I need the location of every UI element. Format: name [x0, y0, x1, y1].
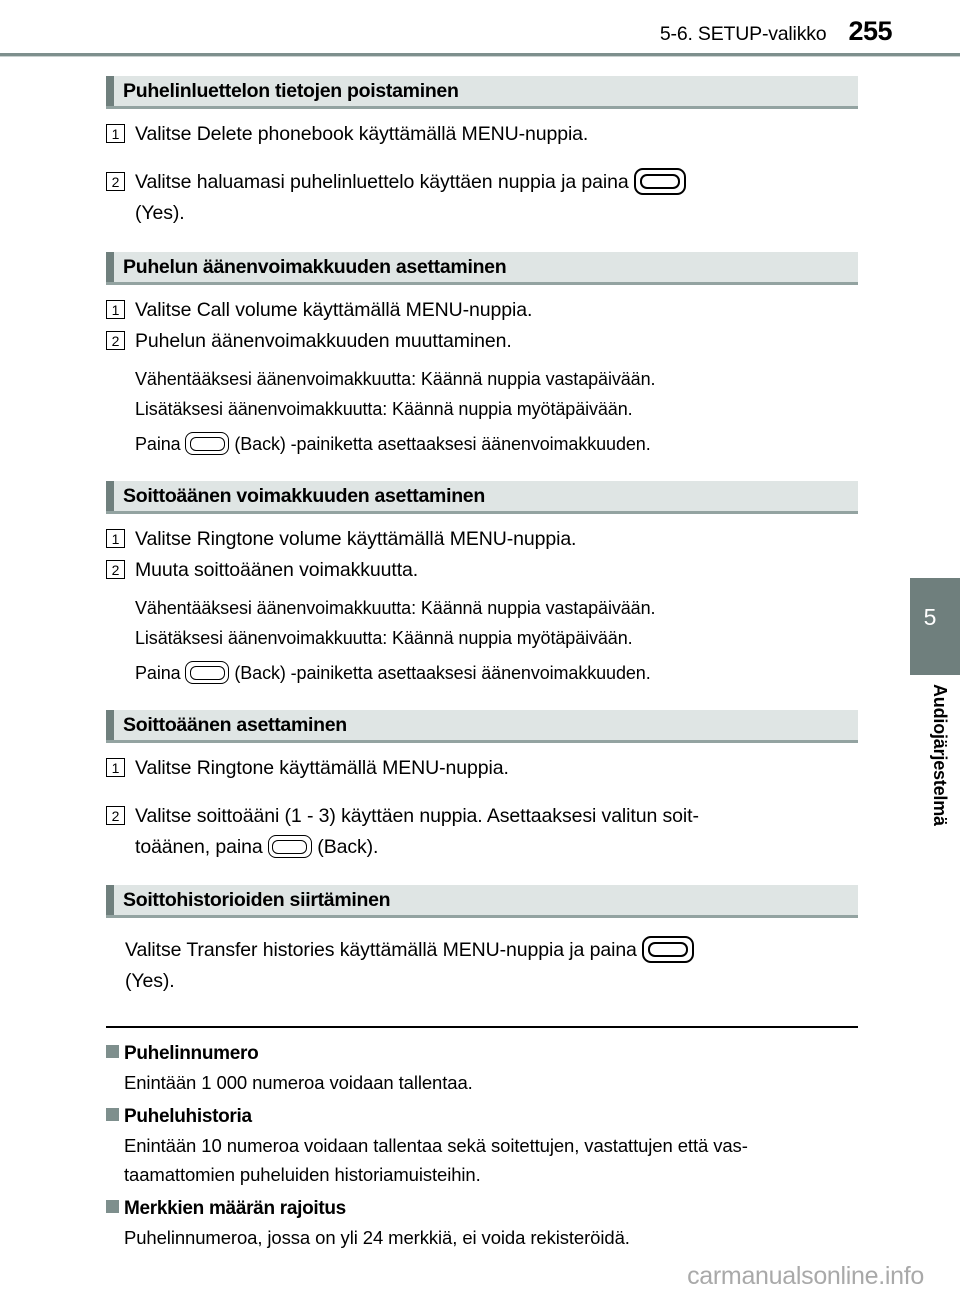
note-body: Puhelinnumeroa, jossa on yli 24 merkkiä, ei voida rekisteröidä. [124, 1227, 630, 1248]
step-item [106, 753, 858, 784]
step-number: 1 [106, 124, 125, 143]
detail-press-suffix: (Back) -painiketta asettaaksesi äänenvoimakkuuden. [234, 434, 651, 454]
rounded-button-icon [185, 432, 229, 455]
section-edge-marker [106, 76, 114, 106]
section-ringtone-volume [106, 481, 858, 688]
section-edge-marker [106, 885, 114, 915]
detail-press-prefix: Paina [135, 434, 181, 454]
step-text: Valitse Ringtone käyttämällä MENU-nuppia. [135, 757, 509, 779]
step-number: 1 [106, 300, 125, 319]
note-heading-label: Puheluhistoria [124, 1106, 252, 1127]
rounded-button-icon [642, 936, 694, 963]
section-transfer-histories [106, 885, 858, 997]
square-bullet-icon [106, 1108, 119, 1121]
section-ringtone [106, 710, 858, 863]
step-number: 1 [106, 758, 125, 777]
note-body [124, 1131, 858, 1189]
rounded-button-icon [634, 168, 686, 195]
step-text [135, 801, 858, 863]
section-title: Puhelinluettelon tietojen poistaminen [123, 79, 459, 102]
step-item [106, 801, 858, 863]
section-body-line-b: (Yes). [125, 970, 175, 992]
detail-press [135, 429, 858, 459]
section-edge-marker [106, 481, 114, 511]
note-heading-label: Merkkien määrän rajoitus [124, 1198, 346, 1219]
detail-press-suffix: (Back) -painiketta asettaaksesi äänenvoimakkuuden. [234, 663, 651, 683]
section-bar-shadow [106, 511, 858, 514]
header-section-label: 5-6. SETUP-valikko [659, 23, 827, 45]
step-number: 2 [106, 331, 125, 350]
detail-press [135, 658, 858, 688]
note-body: Enintään 1 000 numeroa voidaan tallentaa. [124, 1072, 473, 1093]
chapter-tab [910, 578, 960, 675]
detail-increase: Lisätäksesi äänenvoimakkuutta: Käännä nuppia myötäpäivään. [135, 628, 633, 648]
section-title: Soittoäänen voimakkuuden asettaminen [123, 484, 485, 507]
step-text [135, 167, 858, 229]
step-text-line-a: Valitse soittoääni (1 - 3) käyttäen nuppia. Asettaaksesi valitun soit- [135, 805, 699, 827]
note-heading [106, 1103, 858, 1131]
section-edge-marker [106, 710, 114, 740]
square-bullet-icon [106, 1045, 119, 1058]
notes-list [106, 1040, 858, 1252]
step-item [106, 326, 858, 357]
section-bar-shadow [106, 740, 858, 743]
step-text: Valitse Delete phonebook käyttämällä MENU-nuppia. [135, 123, 589, 145]
detail-decrease: Vähentääksesi äänenvoimakkuutta: Käännä nuppia vastapäivään. [135, 369, 656, 389]
note-heading [106, 1040, 858, 1068]
step-number: 2 [106, 560, 125, 579]
section-title: Soittoäänen asettaminen [123, 713, 347, 736]
step-text: Valitse Ringtone volume käyttämällä MENU-nuppia. [135, 528, 577, 550]
note-heading-label: Puhelinnumero [124, 1043, 259, 1064]
square-bullet-icon [106, 1200, 119, 1213]
section-header-bar [106, 710, 858, 740]
step-text-suffix: (Back). [317, 836, 379, 858]
section-call-volume [106, 252, 858, 459]
section-header-bar [106, 252, 858, 282]
section-delete-phonebook [106, 76, 858, 229]
step-item [106, 524, 858, 555]
section-edge-marker [106, 252, 114, 282]
detail-increase: Lisätäksesi äänenvoimakkuutta: Käännä nuppia myötäpäivään. [135, 399, 633, 419]
rounded-button-icon [185, 661, 229, 684]
note-body-line-1: Enintään 10 numeroa voidaan tallentaa sekä soitettujen, vastattujen että vas- [124, 1135, 748, 1156]
section-header-bar [106, 76, 858, 106]
page-number: 255 [848, 16, 892, 46]
step-text: Puhelun äänenvoimakkuuden muuttaminen. [135, 330, 512, 352]
detail-press-prefix: Paina [135, 663, 181, 683]
section-body-line-a [125, 935, 858, 966]
section-bar-shadow [106, 282, 858, 285]
section-body-text-a: Valitse Transfer histories käyttämällä MENU-nuppia ja paina [125, 939, 637, 961]
page-header [0, 0, 960, 56]
note-body-line-2: taamattomien puheluiden historiamuisteihin. [124, 1164, 481, 1185]
step-item [106, 295, 858, 326]
step-text-line [135, 167, 858, 198]
section-bar-shadow [106, 106, 858, 109]
section-title: Puhelun äänenvoimakkuuden asettaminen [123, 255, 507, 278]
watermark: carmanualsonline.info [687, 1262, 924, 1290]
section-title: Soittohistorioiden siirtäminen [123, 888, 391, 911]
step-text-line-b [135, 832, 858, 863]
page-content [106, 76, 858, 1252]
step-number: 1 [106, 529, 125, 548]
step-text: Valitse Call volume käyttämällä MENU-nuppia. [135, 299, 533, 321]
section-body [125, 935, 858, 997]
step-number: 2 [106, 172, 125, 191]
chapter-number: 5 [923, 604, 937, 630]
header-inner [660, 16, 892, 47]
section-bar-shadow [106, 915, 858, 918]
step-text-prefix: toäänen, paina [135, 836, 263, 858]
note-heading [106, 1195, 858, 1223]
step-item [106, 167, 858, 229]
section-header-bar [106, 885, 858, 915]
rounded-button-icon [268, 835, 312, 858]
section-header-bar [106, 481, 858, 511]
detail-decrease: Vähentääksesi äänenvoimakkuutta: Käännä nuppia vastapäivään. [135, 598, 656, 618]
step-text-line-b: (Yes). [135, 202, 185, 224]
step-text: Muuta soittoäänen voimakkuutta. [135, 559, 419, 581]
step-text-line-a: Valitse haluamasi puhelinluettelo käyttäen nuppia ja paina [135, 171, 629, 193]
chapter-label: Audiojärjestelmä [930, 684, 950, 826]
step-item [106, 119, 858, 150]
header-rule [0, 53, 960, 57]
step-number: 2 [106, 806, 125, 825]
step-item [106, 555, 858, 586]
